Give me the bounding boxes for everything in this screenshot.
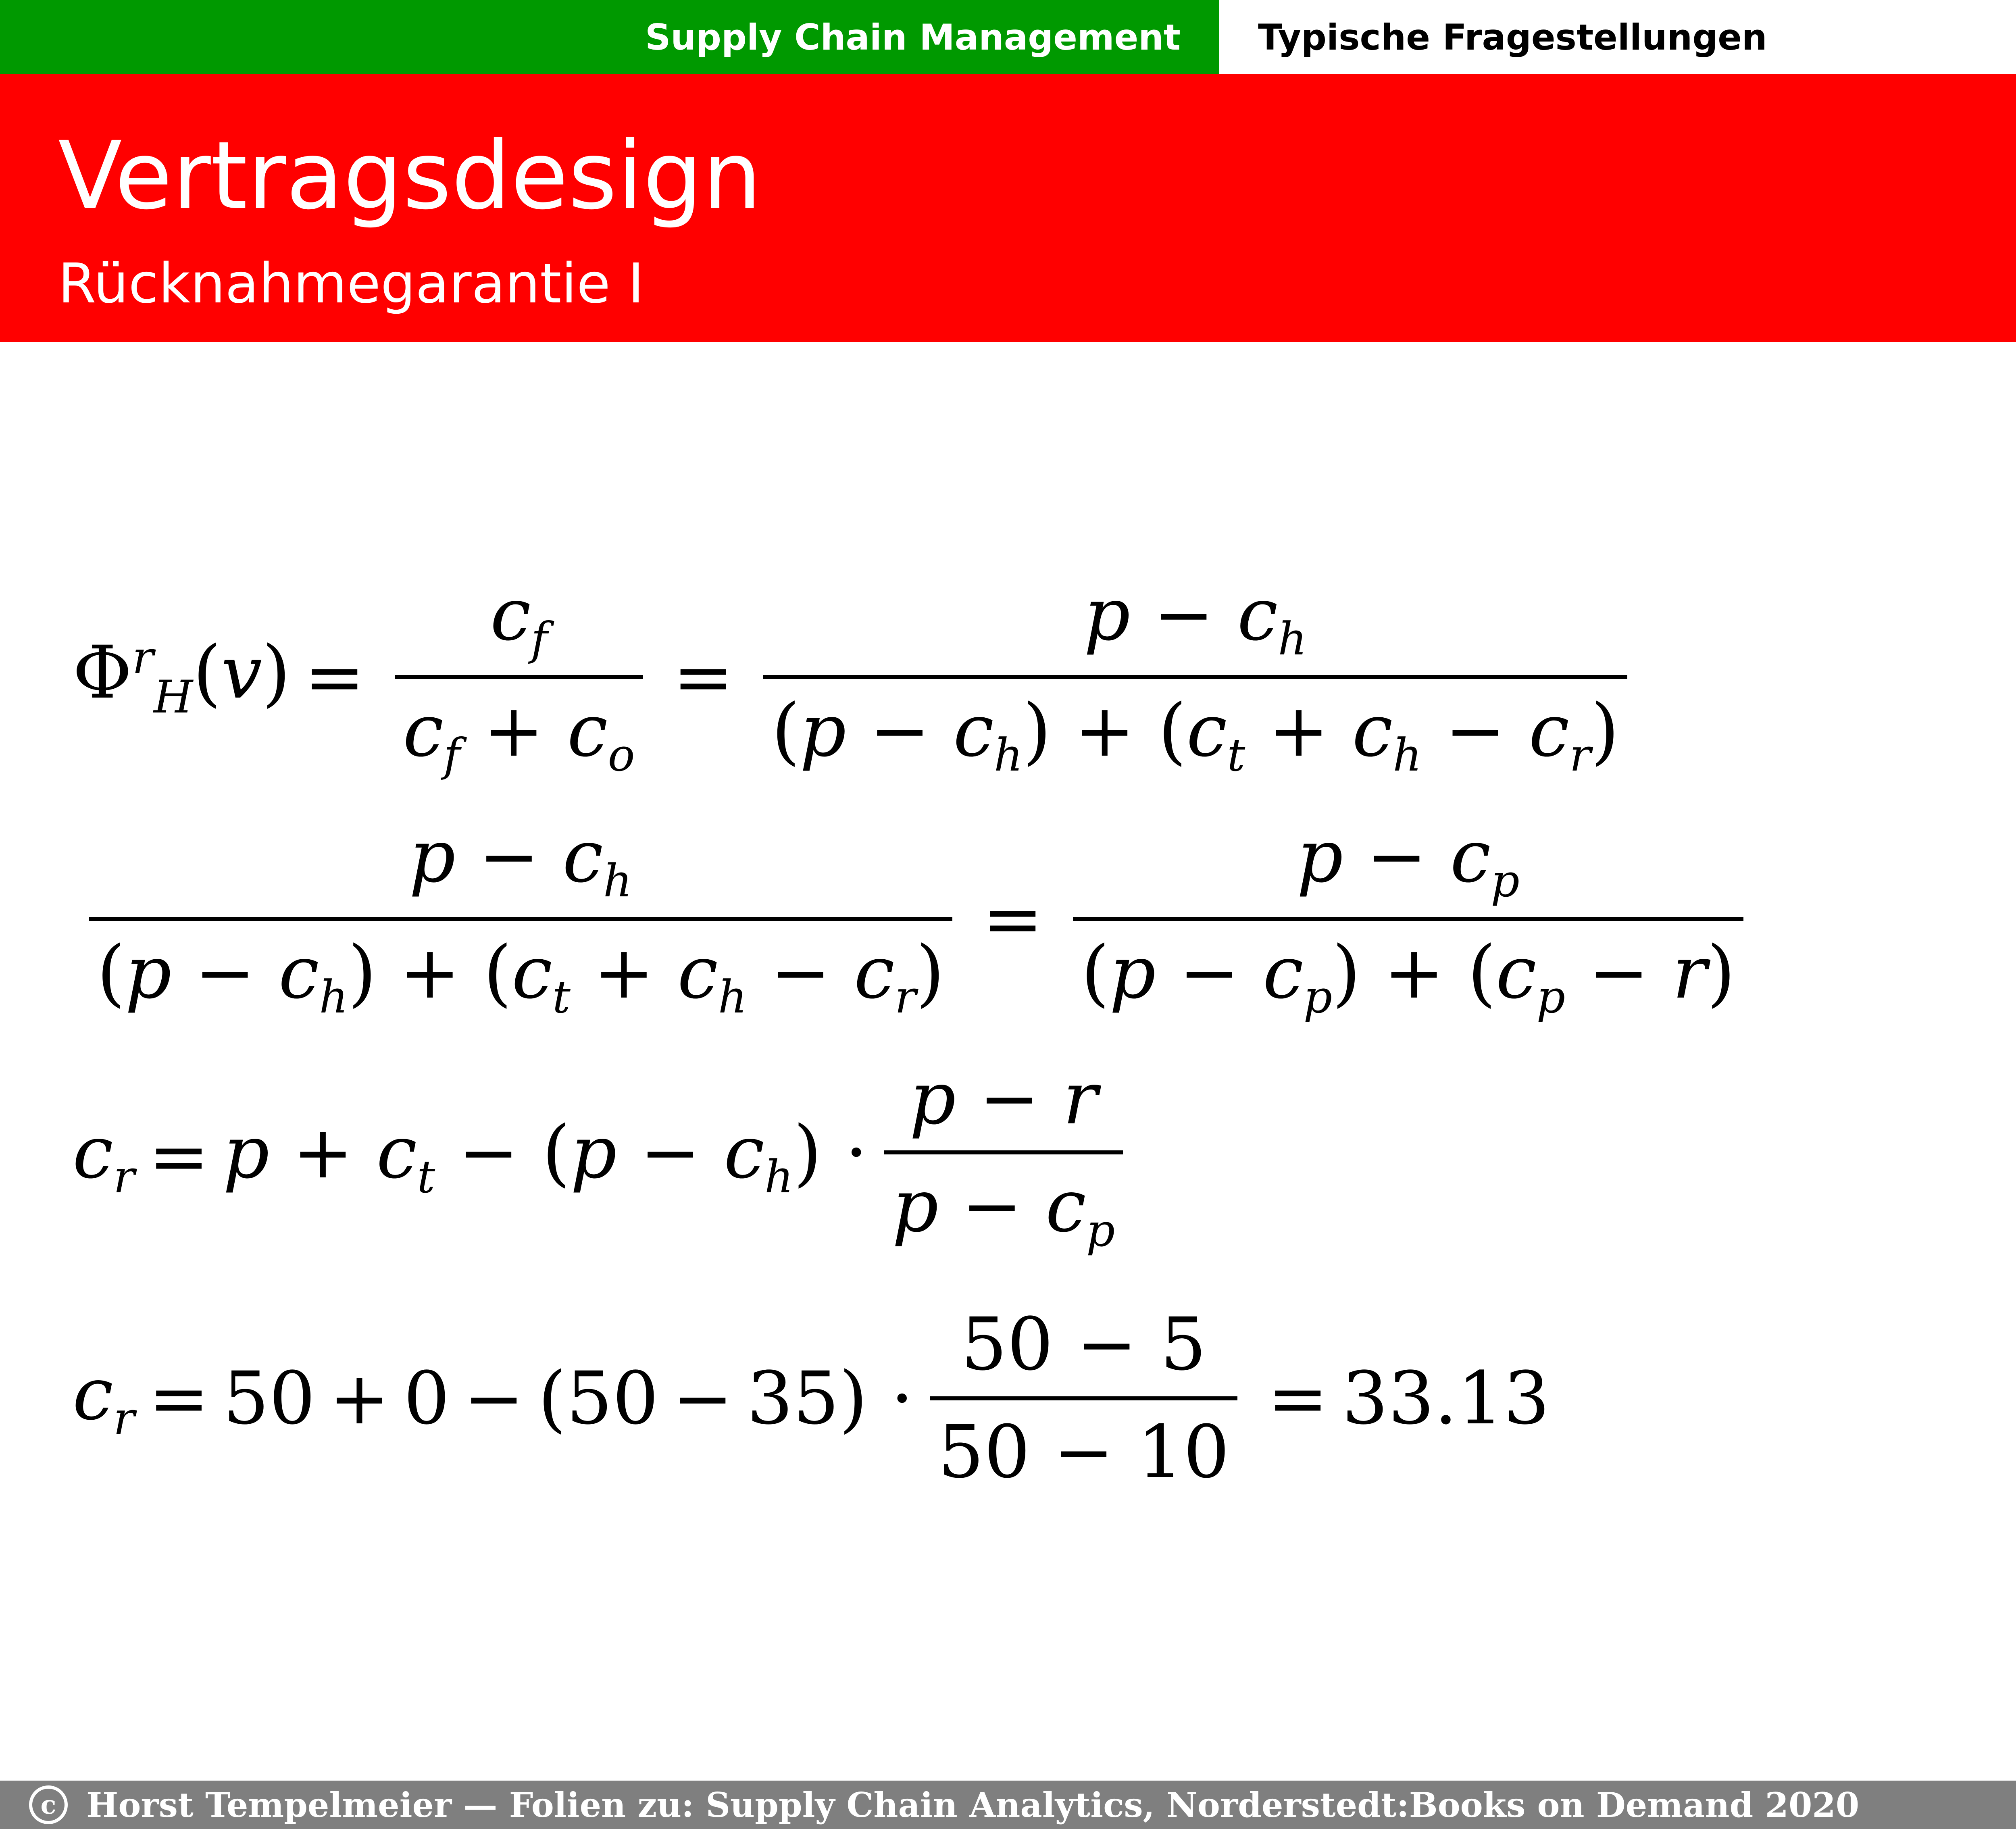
section-link-typische-fragestellungen[interactable]: Typische Fragestellungen: [1219, 0, 2016, 74]
calculation-result: 33.13: [1342, 1356, 1550, 1441]
number-zero: 0: [403, 1356, 450, 1441]
section-link-supply-chain-management[interactable]: Supply Chain Management: [0, 0, 1219, 74]
top-navigation: [0, 0, 2016, 74]
equation-critical-ratio: $\Phi^r_H(v)$ = $\frac{c_f}{c_f + c_o}$ = $\frac{p - c_h}{(p - c_h) + (c_t + c_h - c_r)}$: [73, 573, 1643, 781]
number-ten: 10: [1137, 1410, 1230, 1494]
number-fifty: 50: [223, 1356, 316, 1441]
slide-title: Vertragsdesign: [58, 121, 762, 230]
equation-equality-condition: $\frac{p - c_h}{(p - c_h) + (c_t + c_h - c_r)}$ = $\frac{p - c_p}{(p - c_p) + (c_p - r)}$: [73, 815, 1760, 1023]
number-fifty-second: 50: [566, 1356, 659, 1441]
number-five: 5: [1160, 1302, 1207, 1387]
equation-numeric-result: $c_r$ = 50 + 0 − ( 50 − 35 ) · $\frac{50 - 5}{50 - 10}$ = 33.13: [73, 1302, 1550, 1494]
number-fifty-denominator: 50: [938, 1410, 1031, 1494]
equation-return-price-formula: $c_r$ = $p + c_t - (p - c_h)$ · $\frac{p - r}{p - c_p}$: [73, 1056, 1139, 1257]
slide-footer: [0, 1781, 2016, 1829]
slide-title-bar: [0, 74, 2016, 342]
number-fifty-numerator: 50: [961, 1302, 1054, 1387]
slide-subtitle: Rücknahmegarantie I: [58, 252, 644, 316]
number-thirty-five: 35: [747, 1356, 839, 1441]
copyright-icon: c: [29, 1785, 68, 1824]
footer-citation: Horst Tempelmeier — Folien zu: Supply Chain Analytics, Norderstedt:Books on Demand 2020: [86, 1785, 1860, 1825]
